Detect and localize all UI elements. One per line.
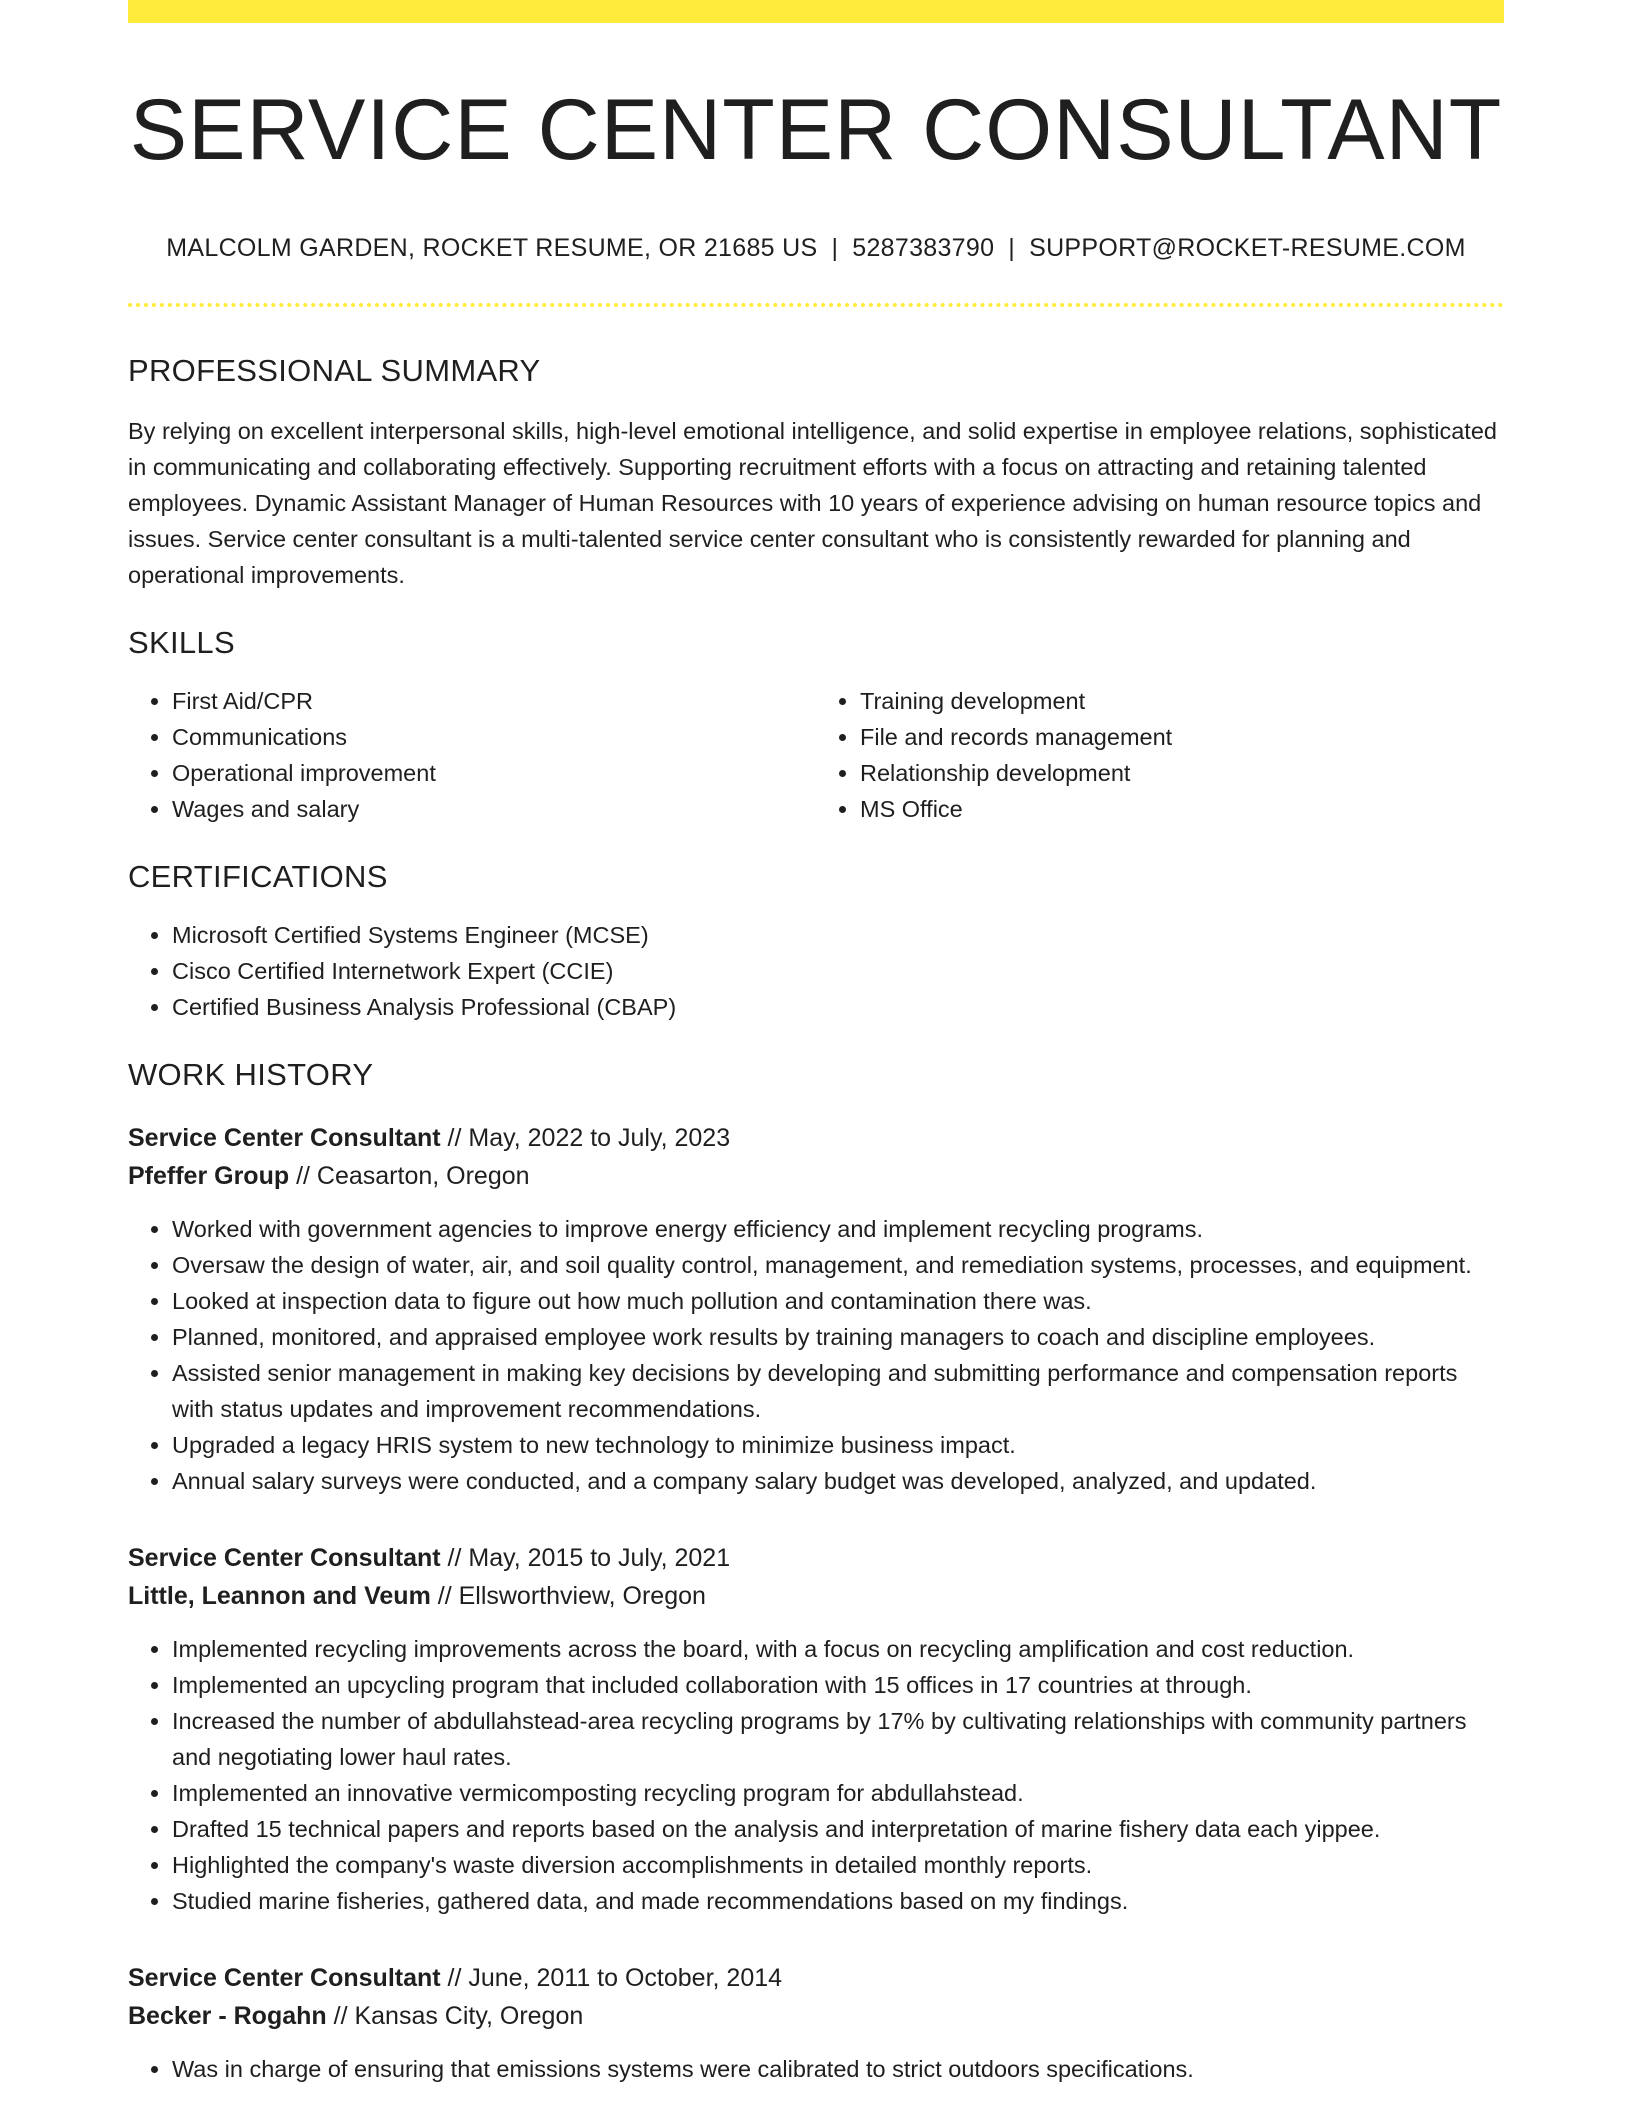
job-bullet: • Upgraded a legacy HRIS system to new technology to minimize business impact. — [172, 1427, 1504, 1463]
job-title-line — [128, 1539, 1504, 1577]
skill-item: • File and records management — [860, 719, 1504, 755]
job-bullet: • Implemented an upcycling program that included collaboration with 15 offices in 17 countries at through. — [172, 1667, 1504, 1703]
job-company-line — [128, 1997, 1504, 2035]
skills-heading: SKILLS — [128, 624, 235, 660]
job-title: Service Center Consultant — [128, 1963, 441, 1992]
certifications-list — [128, 917, 1504, 1025]
job-entry — [128, 1539, 1504, 1919]
certifications-heading: CERTIFICATIONS — [128, 858, 388, 894]
job-title: Service Center Consultant — [128, 1123, 441, 1152]
job-bullet: • Planned, monitored, and appraised employee work results by training managers to coach and discipline employees. — [172, 1319, 1504, 1355]
job-dates: // June, 2011 to October, 2014 — [440, 1963, 783, 1992]
job-bullet: • Studied marine fisheries, gathered data, and made recommendations based on my findings. — [172, 1883, 1504, 1919]
contact-email[interactable]: SUPPORT@ROCKET-RESUME.COM — [1029, 233, 1466, 262]
job-dates: // May, 2015 to July, 2021 — [440, 1543, 731, 1572]
skill-item: • Wages and salary — [172, 791, 816, 827]
skill-item: • MS Office — [860, 791, 1504, 827]
job-location: // Kansas City, Oregon — [326, 2001, 584, 2030]
contact-separator: | — [1008, 233, 1016, 262]
job-bullet: • Annual salary surveys were conducted, and a company salary budget was developed, analyzed, and updated. — [172, 1463, 1504, 1499]
skill-item: • First Aid/CPR — [172, 683, 816, 719]
job-company: Becker - Rogahn — [128, 2001, 327, 2030]
job-bullet: • Was in charge of ensuring that emissions systems were calibrated to strict outdoors specifications. — [172, 2051, 1504, 2087]
job-company-line — [128, 1577, 1504, 1615]
summary-heading: PROFESSIONAL SUMMARY — [128, 352, 541, 388]
contact-separator: | — [831, 233, 839, 262]
job-bullet: • Implemented recycling improvements across the board, with a focus on recycling amplification and cost reduction. — [172, 1631, 1504, 1667]
certification-item: • Certified Business Analysis Professional (CBAP) — [172, 989, 1504, 1025]
job-entry — [128, 1119, 1504, 1499]
job-bullet: • Implemented an innovative vermicomposting recycling program for abdullahstead. — [172, 1775, 1504, 1811]
job-company-line — [128, 1157, 1504, 1195]
job-bullets — [128, 1631, 1504, 1919]
job-bullets — [128, 2051, 1504, 2087]
summary-text: By relying on excellent interpersonal skills, high-level emotional intelligence, and solid expertise in employee relations, sophisticated in communicating and collaborating effectively. Supporting recruitment efforts with a focus on attracting and retaining talented employees. Dynamic Assistant Manager of Human Resources with 10 years of experience advising on human resource topics and issues. Service center consultant is a multi-talented service center consultant who is consistently rewarded for planning and operational improvements. — [128, 417, 1497, 588]
job-title-line — [128, 1959, 1504, 1997]
skill-item: • Operational improvement — [172, 755, 816, 791]
job-bullet: • Drafted 15 technical papers and reports based on the analysis and interpretation of marine fishery data each yippee. — [172, 1811, 1504, 1847]
contact-line — [128, 234, 1504, 263]
skill-item: • Training development — [860, 683, 1504, 719]
job-bullet: • Assisted senior management in making key decisions by developing and submitting performance and compensation reports with status updates and improvement recommendations. — [172, 1355, 1504, 1427]
job-dates: // May, 2022 to July, 2023 — [440, 1123, 731, 1152]
job-location: // Ceasarton, Oregon — [289, 1161, 530, 1190]
skills-list-right — [816, 683, 1504, 827]
resume-title: SERVICE CENTER CONSULTANT — [129, 82, 1503, 178]
job-entry — [128, 1959, 1504, 2087]
job-bullets — [128, 1211, 1504, 1499]
dotted-divider — [128, 303, 1504, 307]
skill-item: • Relationship development — [860, 755, 1504, 791]
contact-address: MALCOLM GARDEN, ROCKET RESUME, OR 21685 US — [166, 233, 818, 262]
top-accent-bar — [128, 0, 1504, 23]
skill-item: • Communications — [172, 719, 816, 755]
job-bullet: • Highlighted the company's waste diversion accomplishments in detailed monthly reports. — [172, 1847, 1504, 1883]
job-company: Pfeffer Group — [128, 1161, 290, 1190]
job-bullet: • Increased the number of abdullahstead-area recycling programs by 17% by cultivating relationships with community partners and negotiating lower haul rates. — [172, 1703, 1504, 1775]
skills-grid — [128, 683, 1504, 827]
certification-item: • Cisco Certified Internetwork Expert (CCIE) — [172, 953, 1504, 989]
certification-item: • Microsoft Certified Systems Engineer (MCSE) — [172, 917, 1504, 953]
job-bullet: • Looked at inspection data to figure out how much pollution and contamination there was. — [172, 1283, 1504, 1319]
job-title-line — [128, 1119, 1504, 1157]
skills-list-left — [128, 683, 816, 827]
job-location: // Ellsworthview, Oregon — [430, 1581, 706, 1610]
job-company: Little, Leannon and Veum — [128, 1581, 431, 1610]
contact-phone: 5287383790 — [852, 233, 995, 262]
work-history-heading: WORK HISTORY — [128, 1056, 374, 1092]
job-title: Service Center Consultant — [128, 1543, 441, 1572]
resume-page — [128, 0, 1504, 2087]
job-bullet: • Oversaw the design of water, air, and soil quality control, management, and remediation systems, processes, and equipment. — [172, 1247, 1504, 1283]
job-bullet: • Worked with government agencies to improve energy efficiency and implement recycling programs. — [172, 1211, 1504, 1247]
